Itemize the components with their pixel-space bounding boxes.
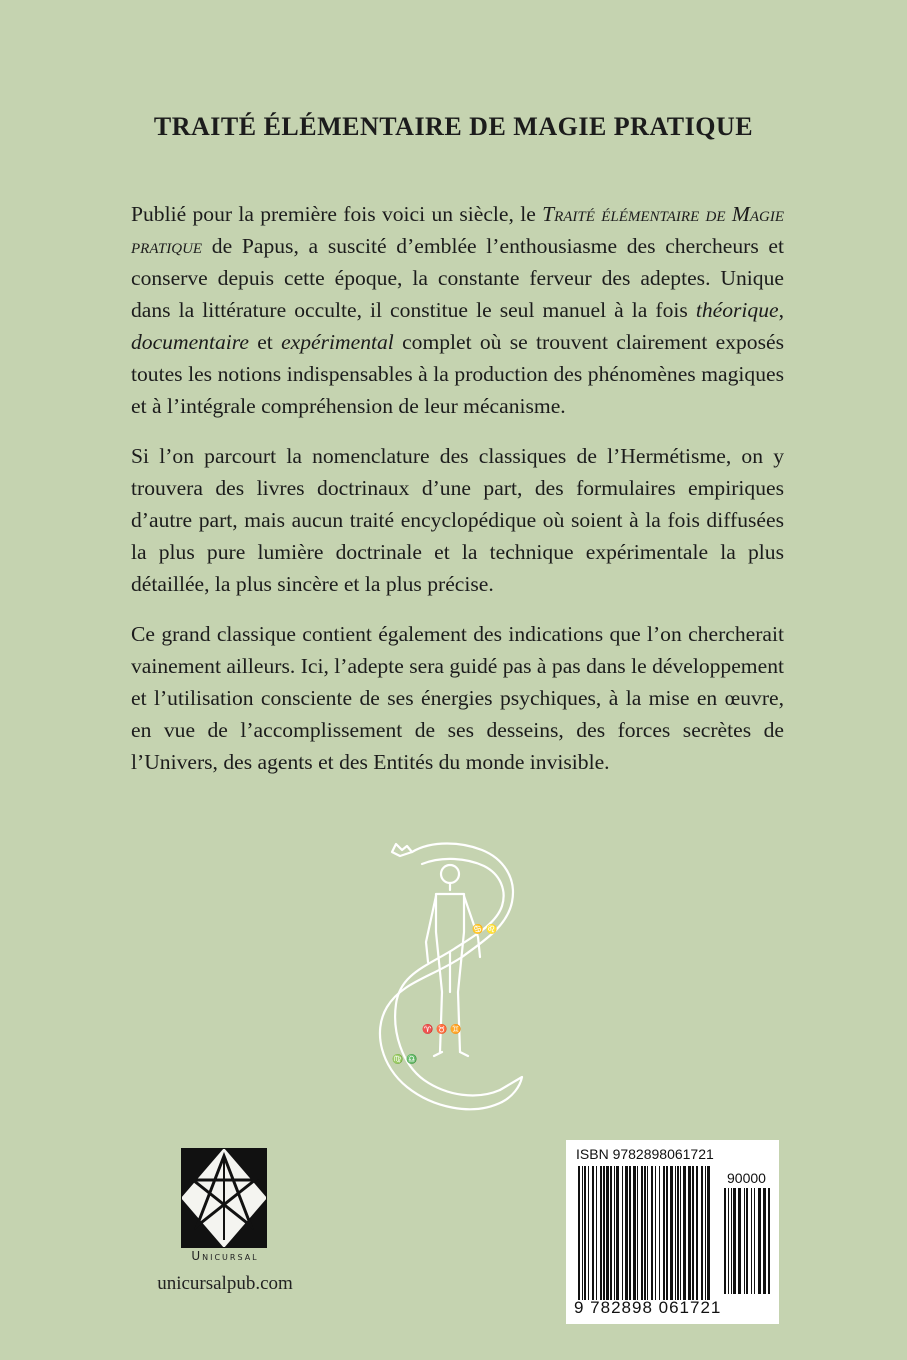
- barcode-bar: [592, 1166, 594, 1300]
- barcode-bar: [637, 1166, 638, 1300]
- publisher-url[interactable]: unicursalpub.com: [157, 1273, 293, 1294]
- barcode-bar: [733, 1188, 736, 1294]
- emphasis-theorique: théorique: [695, 298, 779, 322]
- barcode-bar: [744, 1188, 745, 1294]
- barcode-bar: [641, 1166, 643, 1300]
- barcode-bar: [603, 1166, 605, 1300]
- addon-barcode: [724, 1188, 772, 1294]
- barcode-bar: [614, 1166, 615, 1300]
- barcode-bar: [763, 1188, 766, 1294]
- paragraph-1-text: Publié pour la première fois voici un siècle, le: [131, 202, 543, 226]
- book-title-inline: Traité élémentaire de Magie pratique: [131, 202, 784, 258]
- barcode-bar: [610, 1166, 612, 1300]
- barcode-bar: [701, 1166, 703, 1300]
- ouroboros-man-icon: [352, 832, 542, 1132]
- paragraph-1-text: ,: [778, 298, 784, 322]
- barcode-bar: [758, 1188, 761, 1294]
- barcode-bar: [616, 1166, 619, 1300]
- barcode-bar: [738, 1188, 741, 1294]
- barcode-bar: [622, 1166, 623, 1300]
- barcode-bar: [606, 1166, 609, 1300]
- barcode-bar: [659, 1166, 660, 1300]
- emphasis-experimental: expérimental: [281, 330, 394, 354]
- barcode-bar: [651, 1166, 653, 1300]
- barcode-bar: [663, 1166, 665, 1300]
- unicursal-hexagram-icon: [181, 1148, 267, 1248]
- barcode-bar: [728, 1188, 729, 1294]
- barcode-bar: [705, 1166, 706, 1300]
- barcode-bar: [675, 1166, 676, 1300]
- barcode-bar: [677, 1166, 679, 1300]
- barcode-bar: [644, 1166, 646, 1300]
- svg-text:♈ ♉ ♊: ♈ ♉ ♊: [422, 1025, 462, 1035]
- paragraph-3: Ce grand classique contient également des indications que l’on chercherait vainement ailleurs. Ici, l’adepte sera guidé pas à pas dans le développement et l’utilisation consciente de ses énergies psychiques, à la mise en œuvre, en vue de l’accomplissement de ses desseins, des forces secrètes de l’Univers, des agents et des Entités du monde invisible.: [131, 622, 784, 774]
- paragraph-2: Si l’on parcourt la nomenclature des classiques de l’Hermétisme, on y trouvera des livres doctrinaux d’une part, des formulaires empiriques d’autre part, mais aucun traité encyclopédique où soient à la fois diffusées la plus pure lumière doctrinale et la technique expérimentale la plus détaillée, la plus sincère et la plus précise.: [131, 444, 784, 596]
- barcode-bar: [670, 1166, 673, 1300]
- barcode-bar: [655, 1166, 656, 1300]
- paragraph-1-text: et: [248, 330, 282, 354]
- paragraph-1-text: de Papus, a suscité d’emblée l’enthousiasme des chercheurs et conserve depuis cette époque, la constante ferveur des adeptes. Unique dans la littérature occulte, il constitue le seul manuel à la fois: [131, 234, 784, 322]
- barcode-bar: [633, 1166, 636, 1300]
- svg-text:♋ ♌: ♋ ♌: [472, 925, 498, 935]
- barcode-bar: [680, 1166, 681, 1300]
- paragraph-1: [131, 198, 784, 422]
- back-cover-blurb: [131, 198, 784, 796]
- isbn-label: ISBN 9782898061721: [576, 1146, 714, 1162]
- barcode-bar: [688, 1166, 691, 1300]
- barcode-bar: [625, 1166, 628, 1300]
- barcode-bar: [754, 1188, 755, 1294]
- barcode-bar: [683, 1166, 686, 1300]
- barcode-bar: [692, 1166, 694, 1300]
- barcode-bar: [582, 1166, 583, 1300]
- barcode-bar: [746, 1188, 748, 1294]
- barcode-bar: [696, 1166, 698, 1300]
- barcode-bar: [600, 1166, 602, 1300]
- barcode-bar: [724, 1188, 726, 1294]
- barcode-bar: [666, 1166, 668, 1300]
- barcode-bar: [629, 1166, 631, 1300]
- barcode-bar: [588, 1166, 589, 1300]
- publisher-name: Unicursal: [191, 1249, 259, 1263]
- book-title: TRAITÉ ÉLÉMENTAIRE DE MAGIE PRATIQUE: [153, 112, 754, 141]
- barcode-bar: [707, 1166, 710, 1300]
- emphasis-documentaire: documentaire: [131, 330, 249, 354]
- barcode-bar: [596, 1166, 597, 1300]
- barcode-bar: [584, 1166, 586, 1300]
- barcode-digits: 9 782898 061721: [574, 1298, 722, 1317]
- barcode-bar: [647, 1166, 648, 1300]
- barcode-bar: [731, 1188, 732, 1294]
- barcode-bar: [578, 1166, 580, 1300]
- svg-text:♍ ♎: ♍ ♎: [392, 1055, 418, 1065]
- barcode-bar: [768, 1188, 770, 1294]
- paragraph-1-text: complet où se trouvent clairement exposés toutes les notions indispensables à la production des phénomènes magiques et à l’intégrale compréhension de leur mécanisme.: [131, 330, 784, 418]
- price-code: 90000: [727, 1170, 766, 1186]
- main-barcode: [578, 1166, 713, 1300]
- barcode-bar: [751, 1188, 752, 1294]
- isbn-barcode: [566, 1140, 779, 1324]
